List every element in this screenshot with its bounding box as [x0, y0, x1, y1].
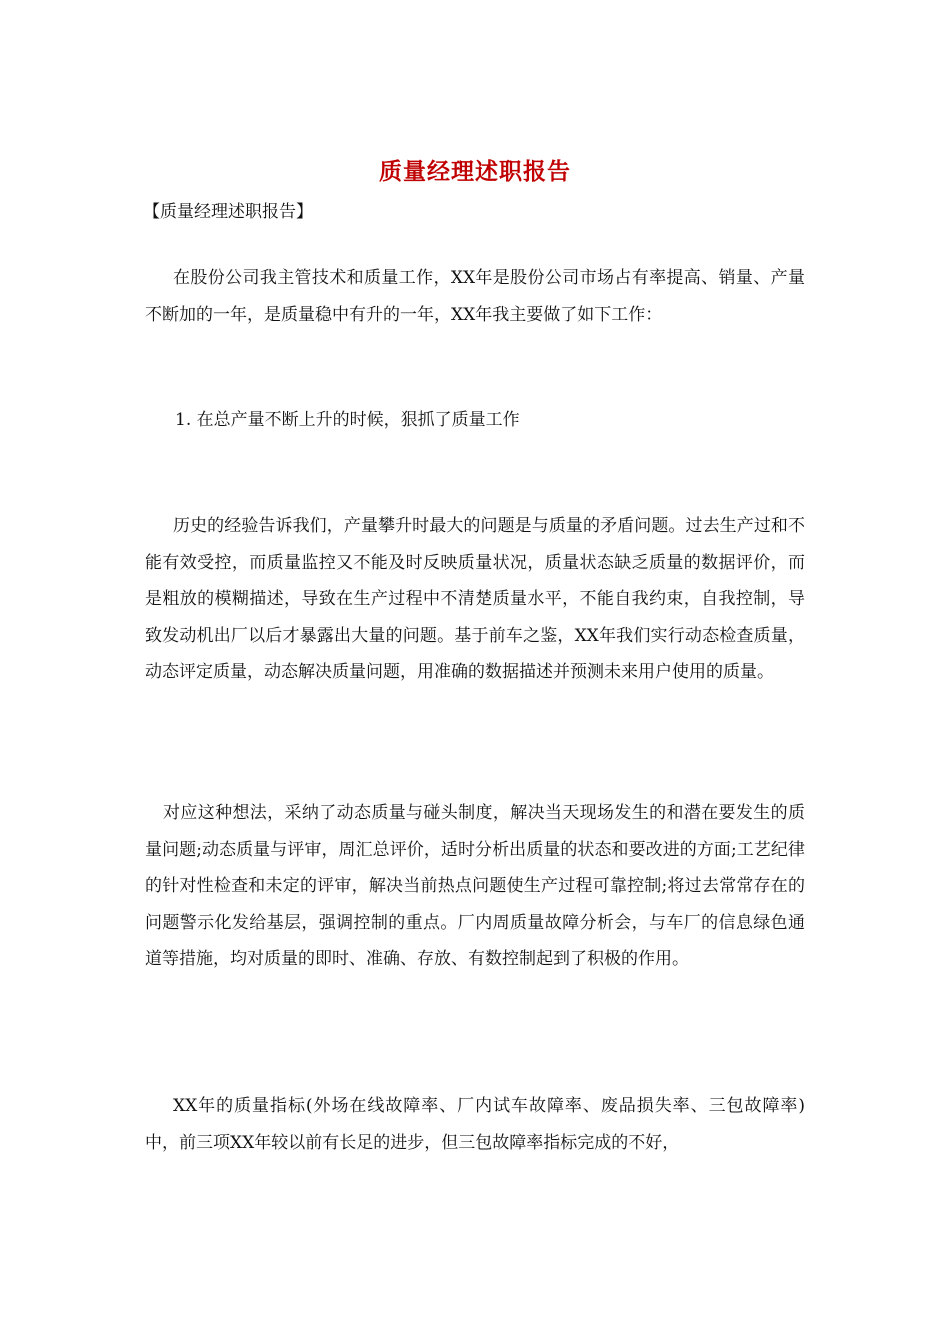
document-subtitle: 【质量经理述职报告】 — [143, 202, 313, 222]
paragraph-history: 历史的经验告诉我们，产量攀升时最大的问题是与质量的矛盾问题。过去生产过和不能有效受控，而质量监控又不能及时反映质量状况，质量状态缺乏质量的数据评价，而是粗放的模糊描述，导致在生产过程中不清楚质量水平，不能自我约束，自我控制，导致发动机出厂以后才暴露出大量的问题。基于前车之鉴，XX年我们实行动态检查质量，动态评定质量，动态解决质量问题，用准确的数据描述并预测未来用户使用的质量。 — [145, 516, 805, 682]
paragraph-indicators: XX年的质量指标(外场在线故障率、厂内试车故障率、废品损失率、三包故障率)中，前三项XX年较以前有长足的进步，但三包故障率指标完成的不好， — [145, 1096, 805, 1153]
paragraph-section-heading: 1. 在总产量不断上升的时候，狠抓了质量工作 — [175, 410, 520, 430]
paragraph-intro: 在股份公司我主管技术和质量工作，XX年是股份公司市场占有率提高、销量、产量不断加的一年，是质量稳中有升的一年，XX年我主要做了如下工作： — [145, 268, 805, 325]
document-title: 质量经理述职报告 — [379, 158, 571, 185]
paragraph-measures: 对应这种想法，采纳了动态质量与碰头制度，解决当天现场发生的和潜在要发生的质量问题;动态质量与评审，周汇总评价，适时分析出质量的状态和要改进的方面;工艺纪律的针对性检查和未定的评审，解决当前热点问题使生产过程可靠控制;将过去常常存在的问题警示化发给基层，强调控制的重点。厂内周质量故障分析会，与车厂的信息绿色通道等措施，均对质量的即时、准确、存放、有数控制起到了积极的作用。 — [145, 803, 805, 969]
